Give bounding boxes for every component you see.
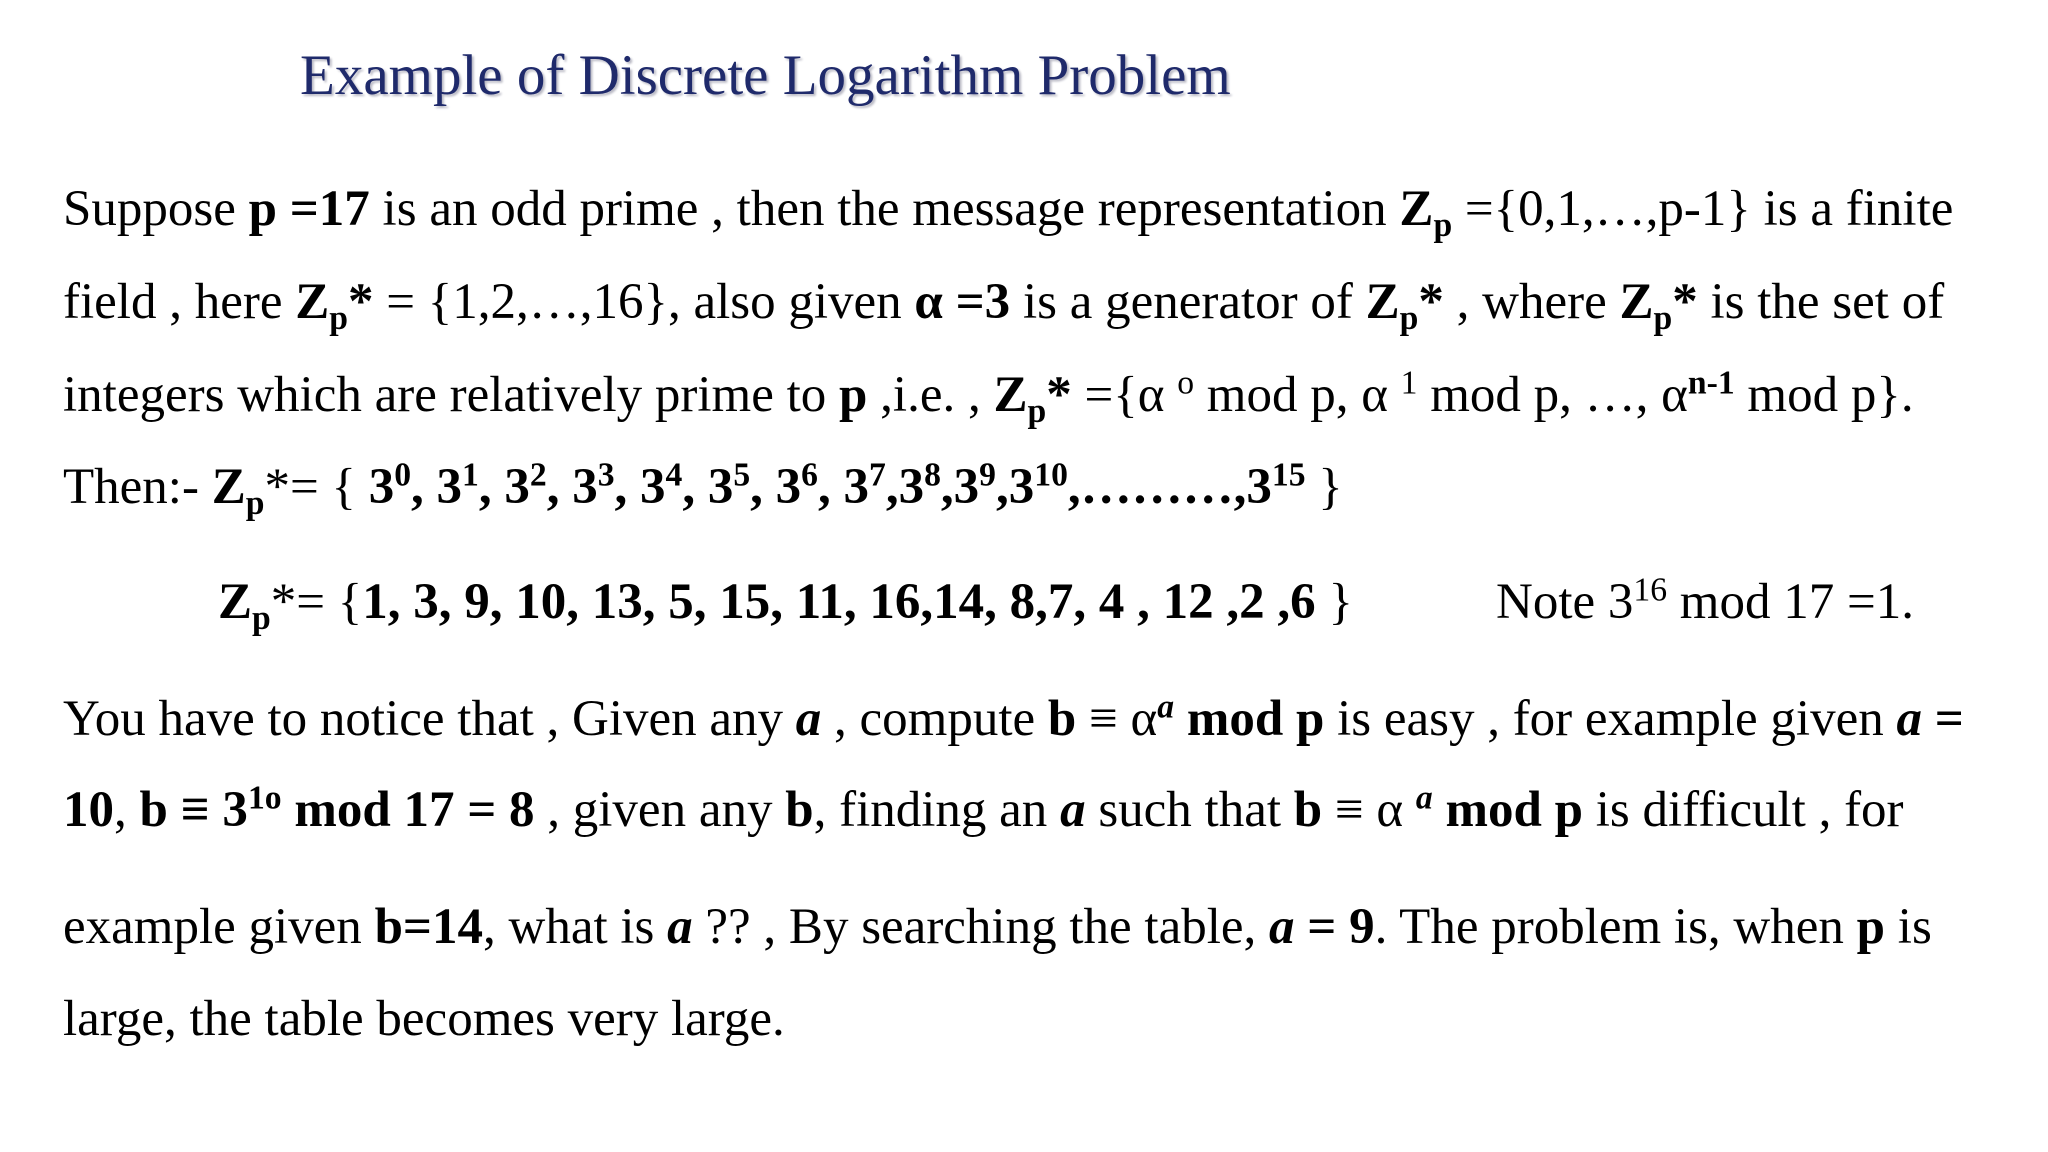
value: b=14	[374, 899, 483, 955]
text: Suppose	[63, 181, 249, 237]
text: is an odd prime , then the message representation	[369, 181, 1400, 237]
exponent: n-1	[1687, 364, 1735, 402]
text: ={α	[1071, 367, 1178, 423]
power-term: $3^6$,	[775, 456, 844, 515]
text: You have to notice that , Given any	[63, 691, 796, 747]
p-symbol: p	[1856, 899, 1886, 955]
power-term: $3^5$,	[707, 456, 776, 515]
exponent: o	[1177, 364, 1195, 402]
variable-b: b	[785, 782, 814, 838]
text: =	[1921, 691, 1964, 747]
text: ?? , By searching the table,	[692, 899, 1270, 955]
power-term: $3^9$,	[953, 456, 1009, 515]
value: = 9	[1294, 899, 1375, 955]
text: *= {	[270, 574, 363, 630]
text: is the set of	[1697, 274, 1945, 330]
text: , finding an	[813, 782, 1061, 838]
zp-star-symbol: $Z_p*$	[993, 367, 1072, 430]
mod-p: mod p	[1174, 691, 1325, 747]
zp-star-symbol: $Z_p*$	[1365, 274, 1444, 337]
text: ={0,1,…,p-1} is a finite	[1452, 181, 1954, 237]
text: mod p, α	[1194, 367, 1401, 423]
power-term: $3^8$,	[898, 456, 954, 515]
paragraph-line-7	[63, 779, 1904, 841]
text: ,	[114, 782, 140, 838]
text: *= {	[264, 459, 369, 515]
text: }	[1305, 459, 1343, 515]
power-term: $3^3$,	[572, 456, 641, 515]
text: mod p}.	[1734, 367, 1914, 423]
paragraph-line-5	[218, 571, 1353, 637]
group-elements: 1, 3, 9, 10, 13, 5, 15, 11, 16,14, 8,7, 4 , 12 ,2 ,6	[362, 574, 1316, 630]
paragraph-line-2	[63, 271, 1945, 337]
power-term: $3^7$,	[843, 456, 899, 515]
exponent: a	[1157, 688, 1175, 726]
text: . The problem is, when	[1374, 899, 1857, 955]
example-computation: $b \equiv 3^{1o}$ mod 17 = 8	[139, 779, 535, 838]
text: ,i.e. ,	[867, 367, 994, 423]
text: Then:-	[63, 459, 212, 515]
exponent: 16	[1633, 571, 1668, 609]
text: , what is	[483, 899, 668, 955]
power-term: $3^{10},\dots\dots\dots$,	[1008, 456, 1247, 515]
exponent: a	[1415, 779, 1433, 817]
text: , compute	[821, 691, 1048, 747]
power-term: $3^4$,	[640, 456, 708, 515]
slide-title: Example of Discrete Logarithm Problem	[300, 44, 1231, 107]
text: , where	[1443, 274, 1620, 330]
mod-p: mod p	[1432, 782, 1583, 838]
paragraph-line-3	[63, 364, 1914, 430]
text: ≡ α	[1076, 691, 1158, 747]
paragraph-line-1	[63, 178, 1954, 244]
variable-a: a	[1269, 899, 1295, 955]
paragraph-line-9	[63, 988, 785, 1050]
text: is	[1885, 899, 1932, 955]
text: is easy , for example given	[1324, 691, 1897, 747]
paragraph-line-4	[63, 456, 1343, 522]
p-symbol: p	[839, 367, 868, 423]
variable-b: b	[1293, 782, 1323, 838]
text: large, the table becomes very large.	[63, 991, 785, 1047]
note-text: Note $3^{16}$ mod 17 =1.	[1496, 571, 1914, 630]
power-term: $3^1$,	[436, 456, 505, 515]
exponent: 1	[1400, 364, 1418, 402]
value: 10	[63, 782, 114, 838]
text: }	[1315, 574, 1353, 630]
text: = {1,2,…,16}, also given	[373, 274, 915, 330]
zp-star-symbol: $Z_p$	[211, 459, 265, 522]
text: integers which are relatively prime to	[63, 367, 840, 423]
prime-value: p =17	[248, 181, 370, 237]
power-term: $3^2$,	[504, 456, 573, 515]
text: such that	[1085, 782, 1294, 838]
power-term: $3^0$,	[368, 456, 437, 515]
text: ≡ α	[1322, 782, 1416, 838]
zp-symbol: $Z_p$	[1399, 181, 1453, 244]
text: mod p, …,	[1417, 367, 1662, 423]
variable-b: b	[1047, 691, 1077, 747]
variable-a: a	[795, 691, 822, 747]
alpha-symbol: α	[1661, 367, 1688, 423]
text: , given any	[534, 782, 786, 838]
text: is a generator of	[1010, 274, 1366, 330]
zp-star-symbol: $Z_p$	[218, 574, 271, 637]
variable-a: a	[1060, 782, 1086, 838]
zp-star-symbol: $Z_p*$	[1619, 274, 1698, 337]
zp-star-symbol: $Z_p*$	[295, 274, 374, 337]
variable-a: a	[667, 899, 693, 955]
generator-value: α =3	[914, 274, 1011, 330]
text: field , here	[63, 274, 296, 330]
paragraph-line-8	[63, 896, 1932, 958]
text: is difficult , for	[1582, 782, 1904, 838]
text: example given	[63, 899, 375, 955]
power-term: $3^{15}$	[1246, 456, 1306, 515]
paragraph-line-6	[63, 688, 1964, 750]
powers-list	[368, 456, 1306, 515]
variable-a: a	[1896, 691, 1922, 747]
